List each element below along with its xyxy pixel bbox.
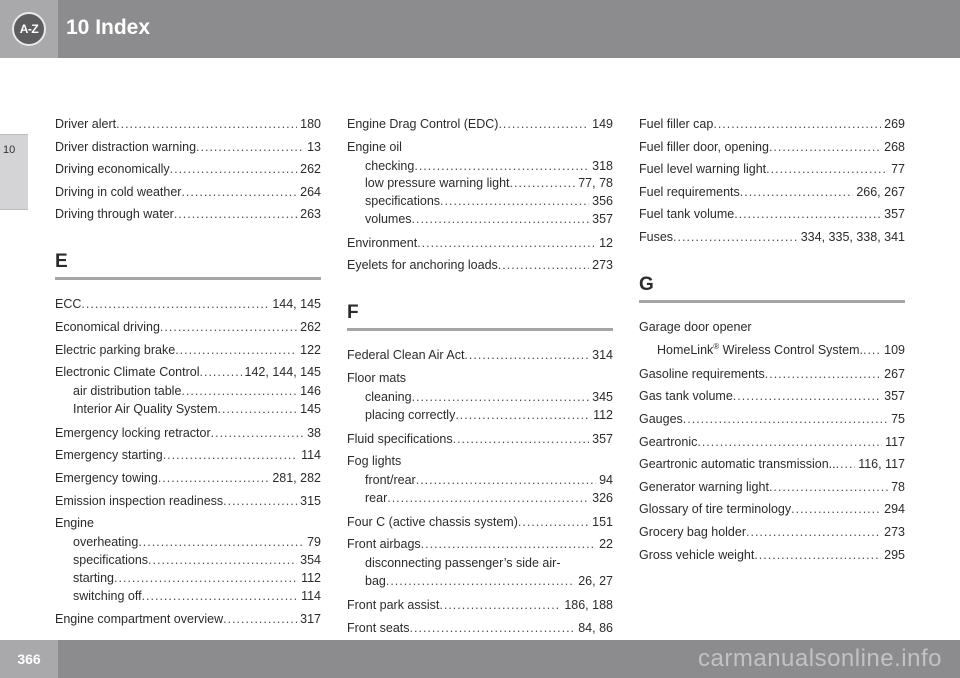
index-subentry: HomeLink® Wireless Control System. ..... 109 <box>639 338 905 360</box>
index-entry: Emission inspection readiness ..... 315 <box>55 491 321 512</box>
section-heading-g: G <box>639 274 905 303</box>
index-entry: Gas tank volume ..... 357 <box>639 386 905 407</box>
index-subentry: cleaning ..... 345 <box>347 389 613 407</box>
index-entry: ECC ..... 144, 145 <box>55 294 321 315</box>
index-entry: Federal Clean Air Act ..... 314 <box>347 345 613 366</box>
index-entry: Environment ..... 12 <box>347 233 613 254</box>
index-entry: Economical driving ..... 262 <box>55 317 321 338</box>
index-column-1 <box>55 114 321 632</box>
index-subentry: checking ..... 318 <box>347 158 613 176</box>
index-subentry: rear ..... 326 <box>347 490 613 508</box>
index-entry: Front seats ..... 84, 86 <box>347 618 613 639</box>
section-heading-f: F <box>347 302 613 331</box>
index-subentry: low pressure warning light ..... 77, 78 <box>347 175 613 193</box>
index-entry: Fuel filler door, opening ..... 268 <box>639 137 905 158</box>
page-header <box>0 0 960 58</box>
index-entry: Driving economically ..... 262 <box>55 159 321 180</box>
index-entry: Fluid specifications ..... 357 <box>347 429 613 450</box>
index-subentry: front/rear ..... 94 <box>347 472 613 490</box>
index-entry: Driving in cold weather ..... 264 <box>55 182 321 203</box>
index-entry: Gross vehicle weight ..... 295 <box>639 545 905 566</box>
index-subentry: specifications ..... 356 <box>347 193 613 211</box>
index-entry: Engine Drag Control (EDC) ..... 149 <box>347 114 613 135</box>
index-entry: Fuel requirements ..... 266, 267 <box>639 182 905 203</box>
index-entry: Electronic Climate Control ..... 142, 144, 145 <box>55 362 321 383</box>
index-subentry: overheating ..... 79 <box>55 534 321 552</box>
index-entry: Engine compartment overview ..... 317 <box>55 609 321 630</box>
index-entry: Geartronic ..... 117 <box>639 432 905 453</box>
index-entry-heading: Engine <box>55 516 94 531</box>
chapter-side-tab <box>0 134 28 210</box>
index-entry: Emergency towing ..... 281, 282 <box>55 468 321 489</box>
page-number: 366 <box>0 640 58 678</box>
index-entry: Front park assist ..... 186, 188 <box>347 595 613 616</box>
index-entry: Eyelets for anchoring loads ..... 273 <box>347 255 613 276</box>
a-z-icon: A-Z <box>12 12 46 46</box>
index-entry: Front airbags ..... 22 <box>347 534 613 555</box>
index-entry: Four C (active chassis system) ..... 151 <box>347 512 613 533</box>
index-entry-heading: Engine oil <box>347 139 402 154</box>
index-subentry: disconnecting passenger’s side air- <box>365 556 561 571</box>
section-heading-e: E <box>55 251 321 280</box>
index-entry: Gasoline requirements ..... 267 <box>639 364 905 385</box>
index-entry: Geartronic automatic transmission.. ..... 116, 117 <box>639 454 905 475</box>
index-entry: Driving through water ..... 263 <box>55 204 321 225</box>
index-entry: Fuel filler cap ..... 269 <box>639 114 905 135</box>
index-entry-heading: Floor mats <box>347 370 407 385</box>
index-subentry: Interior Air Quality System ..... 145 <box>55 401 321 419</box>
index-entry: Driver alert ..... 180 <box>55 114 321 135</box>
index-entry-heading: Fog lights <box>347 454 402 469</box>
chapter-title: 10 Index <box>66 16 151 39</box>
index-column-2 <box>347 114 613 640</box>
index-entry: Generator warning light ..... 78 <box>639 477 905 498</box>
index-entry: Emergency starting ..... 114 <box>55 445 321 466</box>
index-entry-heading: Garage door opener <box>639 319 752 334</box>
index-entry: Fuel tank volume ..... 357 <box>639 204 905 225</box>
index-entry: Grocery bag holder ..... 273 <box>639 522 905 543</box>
watermark: carmanualsonline.info <box>698 645 942 672</box>
index-subentry: volumes ..... 357 <box>347 211 613 229</box>
index-subentry: starting ..... 112 <box>55 570 321 588</box>
index-subentry: air distribution table ..... 146 <box>55 383 321 401</box>
index-entry: Glossary of tire terminology ..... 294 <box>639 499 905 520</box>
index-column-3 <box>639 114 905 567</box>
index-entry: Emergency locking retractor ..... 38 <box>55 423 321 444</box>
index-subentry: bag ..... 26, 27 <box>347 573 613 591</box>
index-subentry: switching off ..... 114 <box>55 588 321 606</box>
page-footer <box>0 640 960 678</box>
index-subentry: placing correctly ..... 112 <box>347 407 613 425</box>
chapter-side-tab-label: 10 <box>3 144 16 156</box>
index-badge <box>0 0 58 58</box>
index-entry: Driver distraction warning ..... 13 <box>55 137 321 158</box>
index-entry: Gauges ..... 75 <box>639 409 905 430</box>
index-entry: Fuel level warning light ..... 77 <box>639 159 905 180</box>
registered-mark: ® <box>713 341 720 351</box>
index-entry: Electric parking brake ..... 122 <box>55 340 321 361</box>
index-subentry: specifications ..... 354 <box>55 552 321 570</box>
index-entry: Fuses ..... 334, 335, 338, 341 <box>639 227 905 248</box>
